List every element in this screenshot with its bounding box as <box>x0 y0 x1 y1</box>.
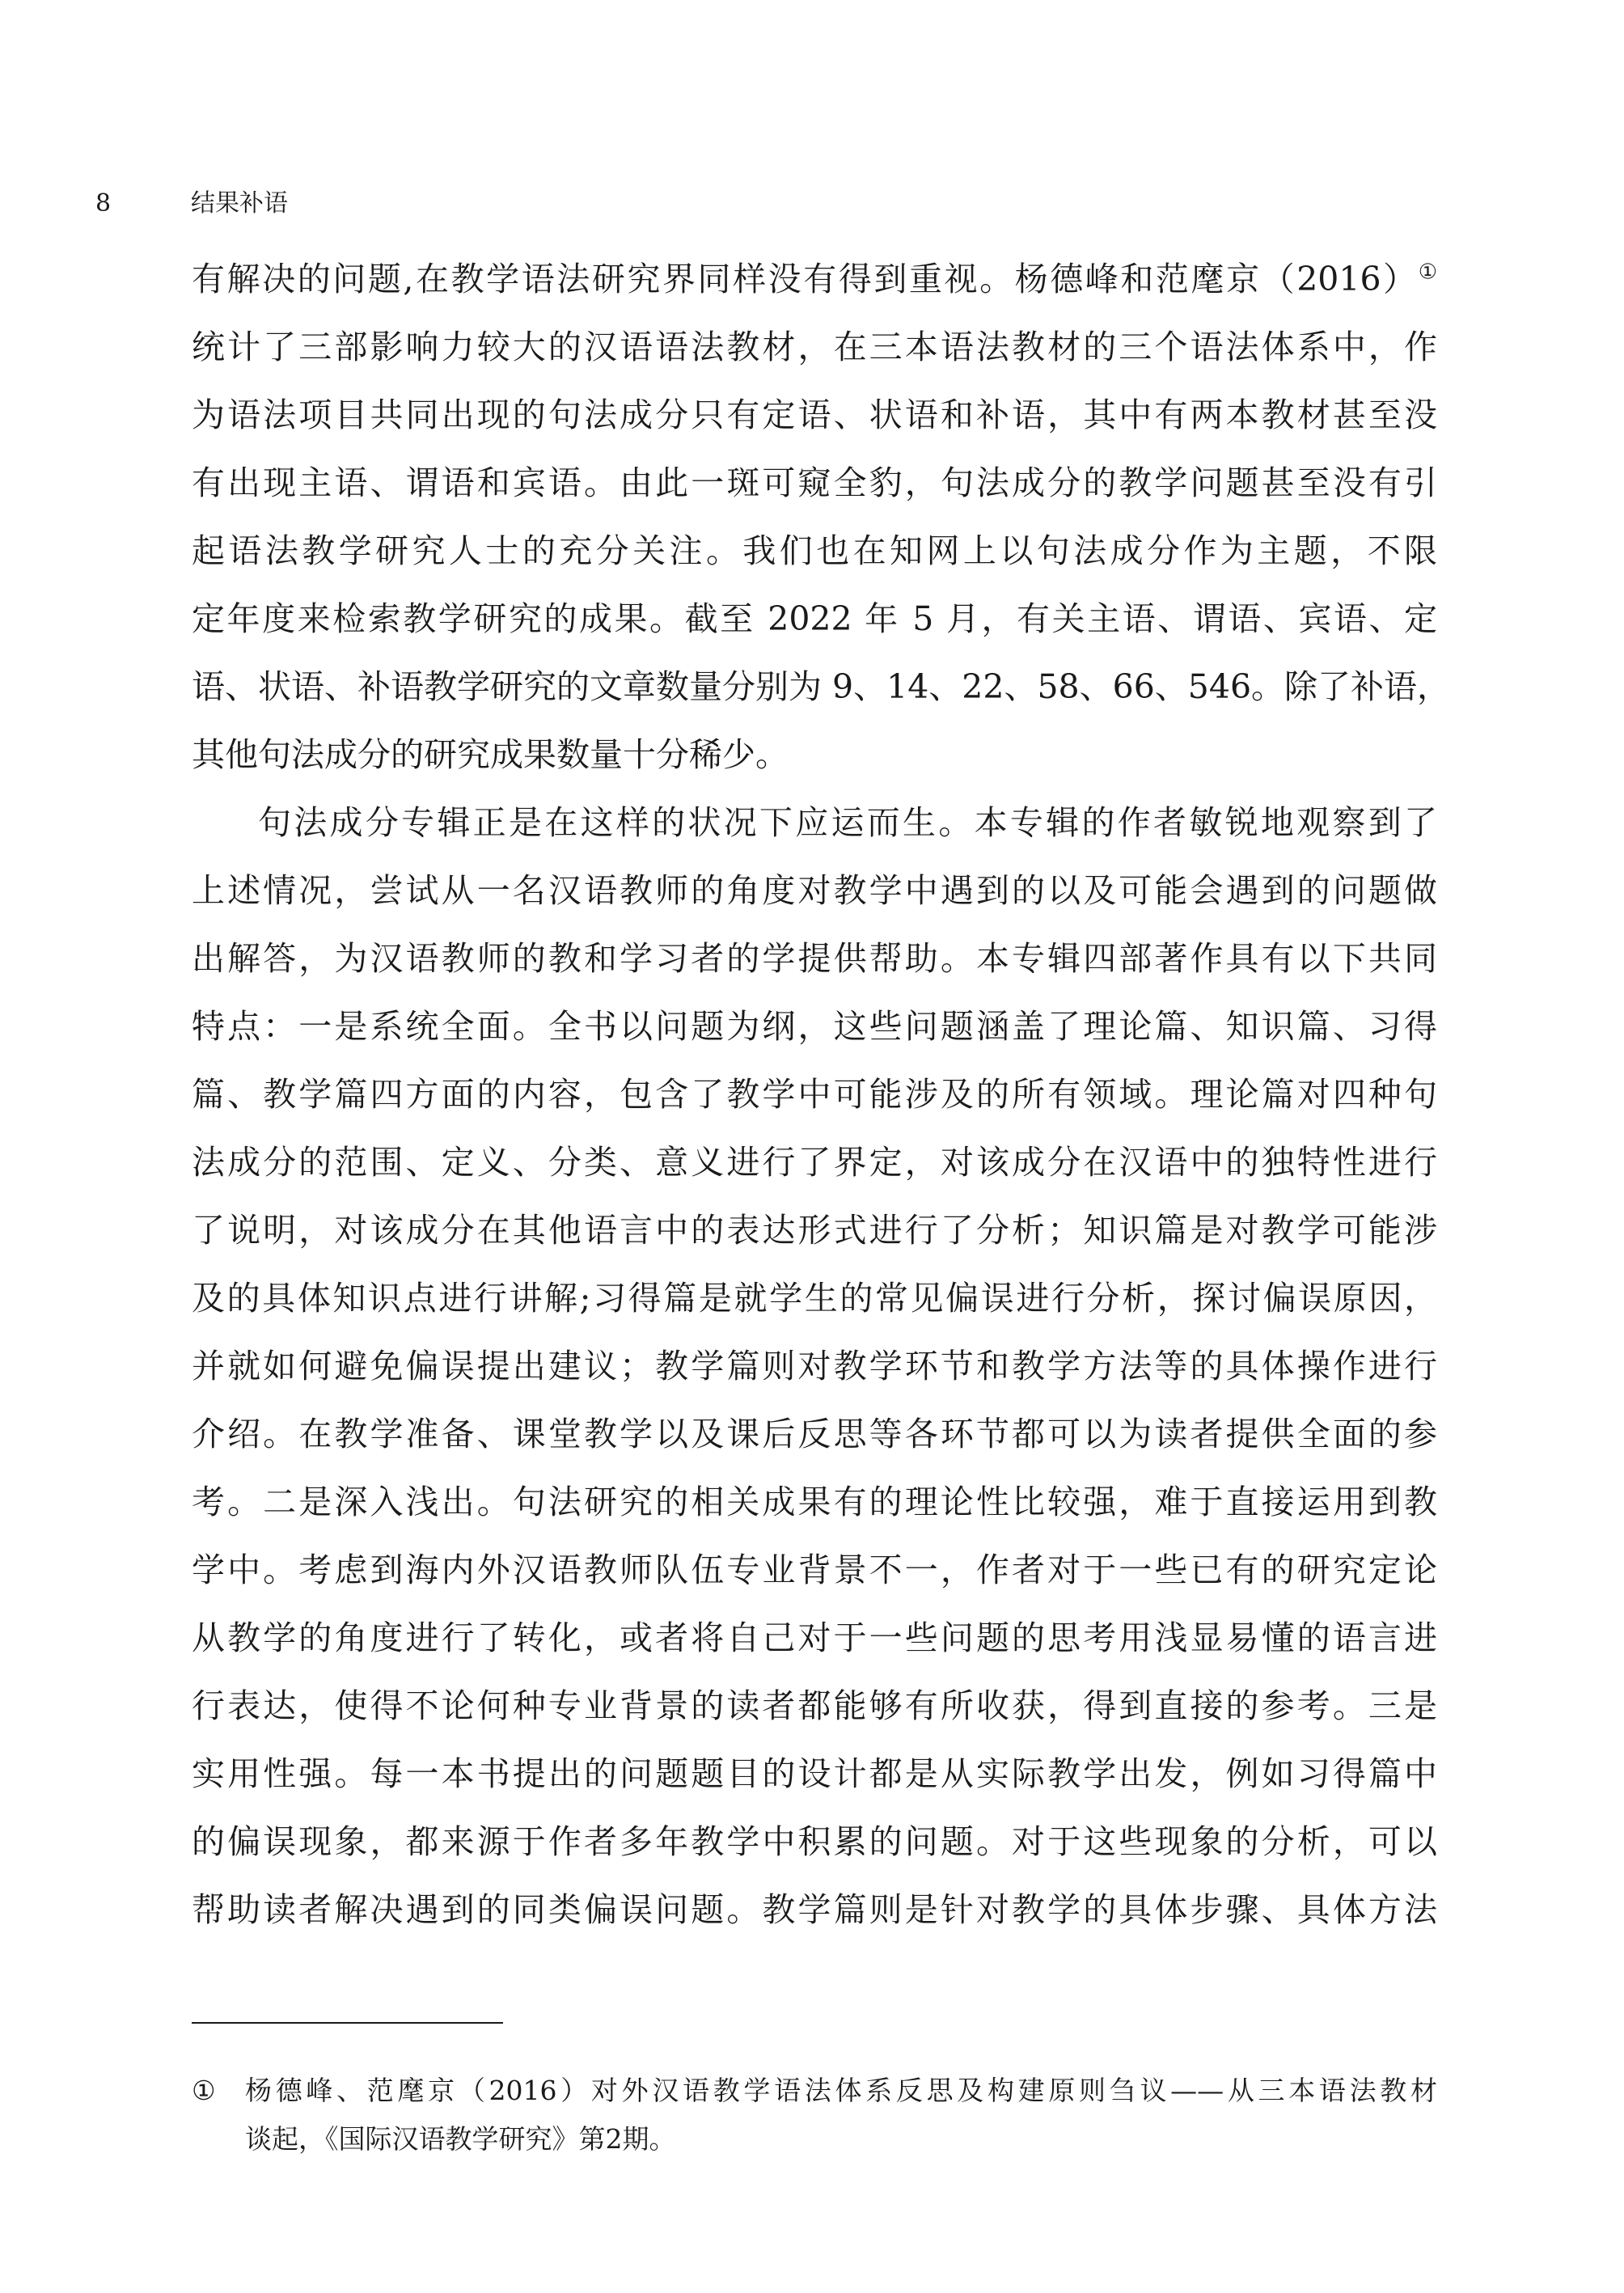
body-line: 句法成分专辑正是在这样的状况下应运而生。本专辑的作者敏锐地观察到了 <box>258 803 1437 842</box>
body-line: 出解答，为汉语教师的教和学习者的学提供帮助。本专辑四部著作具有以下共同 <box>192 939 1437 978</box>
body-line: 为语法项目共同出现的句法成分只有定语、状语和补语，其中有两本教材甚至没 <box>192 396 1437 434</box>
body-line: 起语法教学研究人士的充分关注。我们也在知网上以句法成分作为主题，不限 <box>192 531 1437 570</box>
body-line: 及的具体知识点进行讲解;习得篇是就学生的常见偏误进行分析，探讨偏误原因， <box>192 1279 1437 1318</box>
body-line: 有出现主语、谓语和宾语。由此一斑可窥全豹，句法成分的教学问题甚至没有引 <box>192 463 1437 502</box>
body-line: 帮助读者解决遇到的同类偏误问题。教学篇则是针对教学的具体步骤、具体方法 <box>192 1890 1437 1929</box>
body-line: 实用性强。每一本书提出的问题题目的设计都是从实际教学出发，例如习得篇中 <box>192 1754 1437 1793</box>
body-line: 考。二是深入浅出。句法研究的相关成果有的理论性比较强，难于直接运用到教 <box>192 1483 1437 1521</box>
footnote-line: 杨德峰、范麾京（2016）对外汉语教学语法体系反思及构建原则刍议——从三本语法教材 <box>245 2075 1437 2106</box>
body-line: 从教学的角度进行了转化，或者将自己对于一些问题的思考用浅显易懂的语言进 <box>192 1618 1437 1657</box>
footnote-line: 谈起，《国际汉语教学研究》第2期。 <box>245 2123 676 2155</box>
body-line: 学中。考虑到海内外汉语教师队伍专业背景不一，作者对于一些已有的研究定论 <box>192 1551 1437 1589</box>
page-number: 8 <box>95 189 112 218</box>
body-line: 特点：一是系统全面。全书以问题为纲，这些问题涵盖了理论篇、知识篇、习得 <box>192 1007 1437 1046</box>
body-line: 篇、教学篇四方面的内容，包含了教学中可能涉及的所有领域。理论篇对四种句 <box>192 1075 1437 1114</box>
body-line: 法成分的范围、定义、分类、意义进行了界定，对该成分在汉语中的独特性进行 <box>192 1143 1437 1182</box>
running-title: 结果补语 <box>191 189 288 218</box>
body-text <box>192 245 1451 1944</box>
footnote <box>192 2067 1437 2164</box>
body-line: 定年度来检索教学研究的成果。截至 2022 年 5 月，有关主语、谓语、宾语、定 <box>192 599 1437 638</box>
footnote-divider <box>192 2022 503 2024</box>
body-line: 介绍。在教学准备、课堂教学以及课后反思等各环节都可以为读者提供全面的参 <box>192 1415 1437 1453</box>
body-line: 并就如何避免偏误提出建议；教学篇则对教学环节和教学方法等的具体操作进行 <box>192 1347 1437 1386</box>
body-line: 行表达，使得不论何种专业背景的读者都能够有所收获，得到直接的参考。三是 <box>192 1686 1437 1725</box>
body-line: 其他句法成分的研究成果数量十分稀少。 <box>192 735 789 774</box>
footnote-marker: ① <box>192 2075 216 2106</box>
body-line: 有解决的问题,在教学语法研究界同样没有得到重视。杨德峰和范麾京（2016）① <box>192 260 1437 298</box>
body-line: 的偏误现象，都来源于作者多年教学中积累的问题。对于这些现象的分析，可以 <box>192 1822 1437 1861</box>
body-line: 上述情况，尝试从一名汉语教师的角度对教学中遇到的以及可能会遇到的问题做 <box>192 871 1437 910</box>
body-line: 语、状语、补语教学研究的文章数量分别为 9、14、22、58、66、546。除了补语， <box>192 667 1451 706</box>
body-line: 统计了三部影响力较大的汉语语法教材，在三本语法教材的三个语法体系中，作 <box>192 328 1437 366</box>
footnote-reference: ① <box>1418 260 1437 285</box>
body-line: 了说明，对该成分在其他语言中的表达形式进行了分析；知识篇是对教学可能涉 <box>192 1211 1437 1250</box>
